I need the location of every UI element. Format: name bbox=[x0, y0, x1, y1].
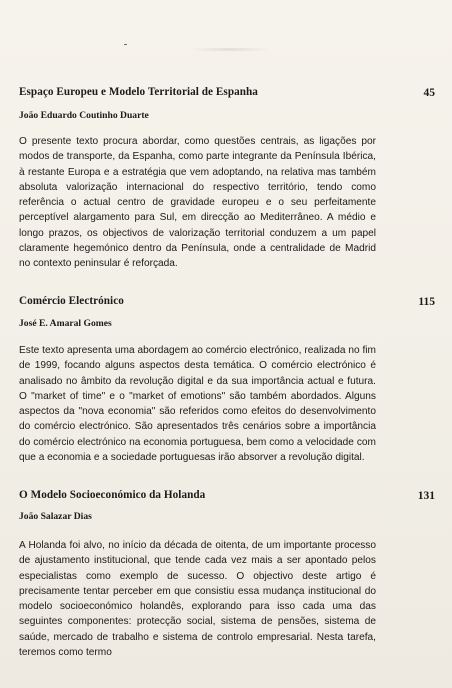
article-author: José E. Amaral Gomes bbox=[19, 318, 112, 329]
article-abstract: Este texto apresenta uma abordagem ao comércio electrónico, realizada no fim de 1999, focando alguns aspectos desta temática. O comércio electrónico é analisado no âmbito da revolução digital e da sua importância actual e futura. O "market of time" e o "market of emotions" são também abordados. Alguns aspectos da "nova economia" são referidos como efeitos do desenvolvimento do comércio electrónico. São apresentados três cenários sobre a importância do comércio electrónico na economia portuguesa, bem como a velocidade com que a economia e a sociedade portuguesas irão absorver a revolução digital. bbox=[19, 345, 376, 464]
article-title: Espaço Europeu e Modelo Territorial de Espanha bbox=[19, 86, 258, 98]
print-speck bbox=[124, 44, 127, 45]
article-page-number: 115 bbox=[418, 296, 435, 308]
article-abstract: O presente texto procura abordar, como questões centrais, as ligações por modos de transporte, da Espanha, como parte integrante da Península Ibérica, à restante Europa e a estratégia que vem adoptando, na relativa mas também absoluta valorização internacional do respectivo território, tendo como referência o actual centro de gravidade europeu e o seu perfeitamente perceptível alargamento para Sul, em direcção ao Mediterrâneo. A médio e longo prazos, os objectivos de valorização territorial conduzem a um papel claramente hegemónico dentro da Península, onde a centralidade de Madrid no contexto peninsular é reforçada. bbox=[19, 136, 376, 270]
article-title: O Modelo Socioeconómico da Holanda bbox=[19, 489, 206, 501]
article-page-number: 131 bbox=[417, 490, 435, 502]
show-through-shadow bbox=[190, 48, 270, 51]
article-title: Comércio Electrónico bbox=[19, 295, 124, 307]
article-author: João Salazar Dias bbox=[19, 511, 92, 522]
article-page-number: 45 bbox=[423, 87, 435, 99]
article-abstract: A Holanda foi alvo, no início da década de oitenta, de um importante processo de ajustamento institucional, que tende cada vez mais a ser apontado pelos especialistas como exemplo de sucesso. O objectivo deste artigo é precisamente tentar perceber em que consistiu essa mudança institucional do modelo socioeconómico holandês, explorando para isso cada uma das seguintes componentes: protecção social, sistema de pensões, sistema de saúde, mercado de trabalho e sistema de controlo empresarial. Nesta tarefa, teremos como termo bbox=[19, 540, 376, 659]
article-author: João Eduardo Coutinho Duarte bbox=[19, 110, 149, 121]
